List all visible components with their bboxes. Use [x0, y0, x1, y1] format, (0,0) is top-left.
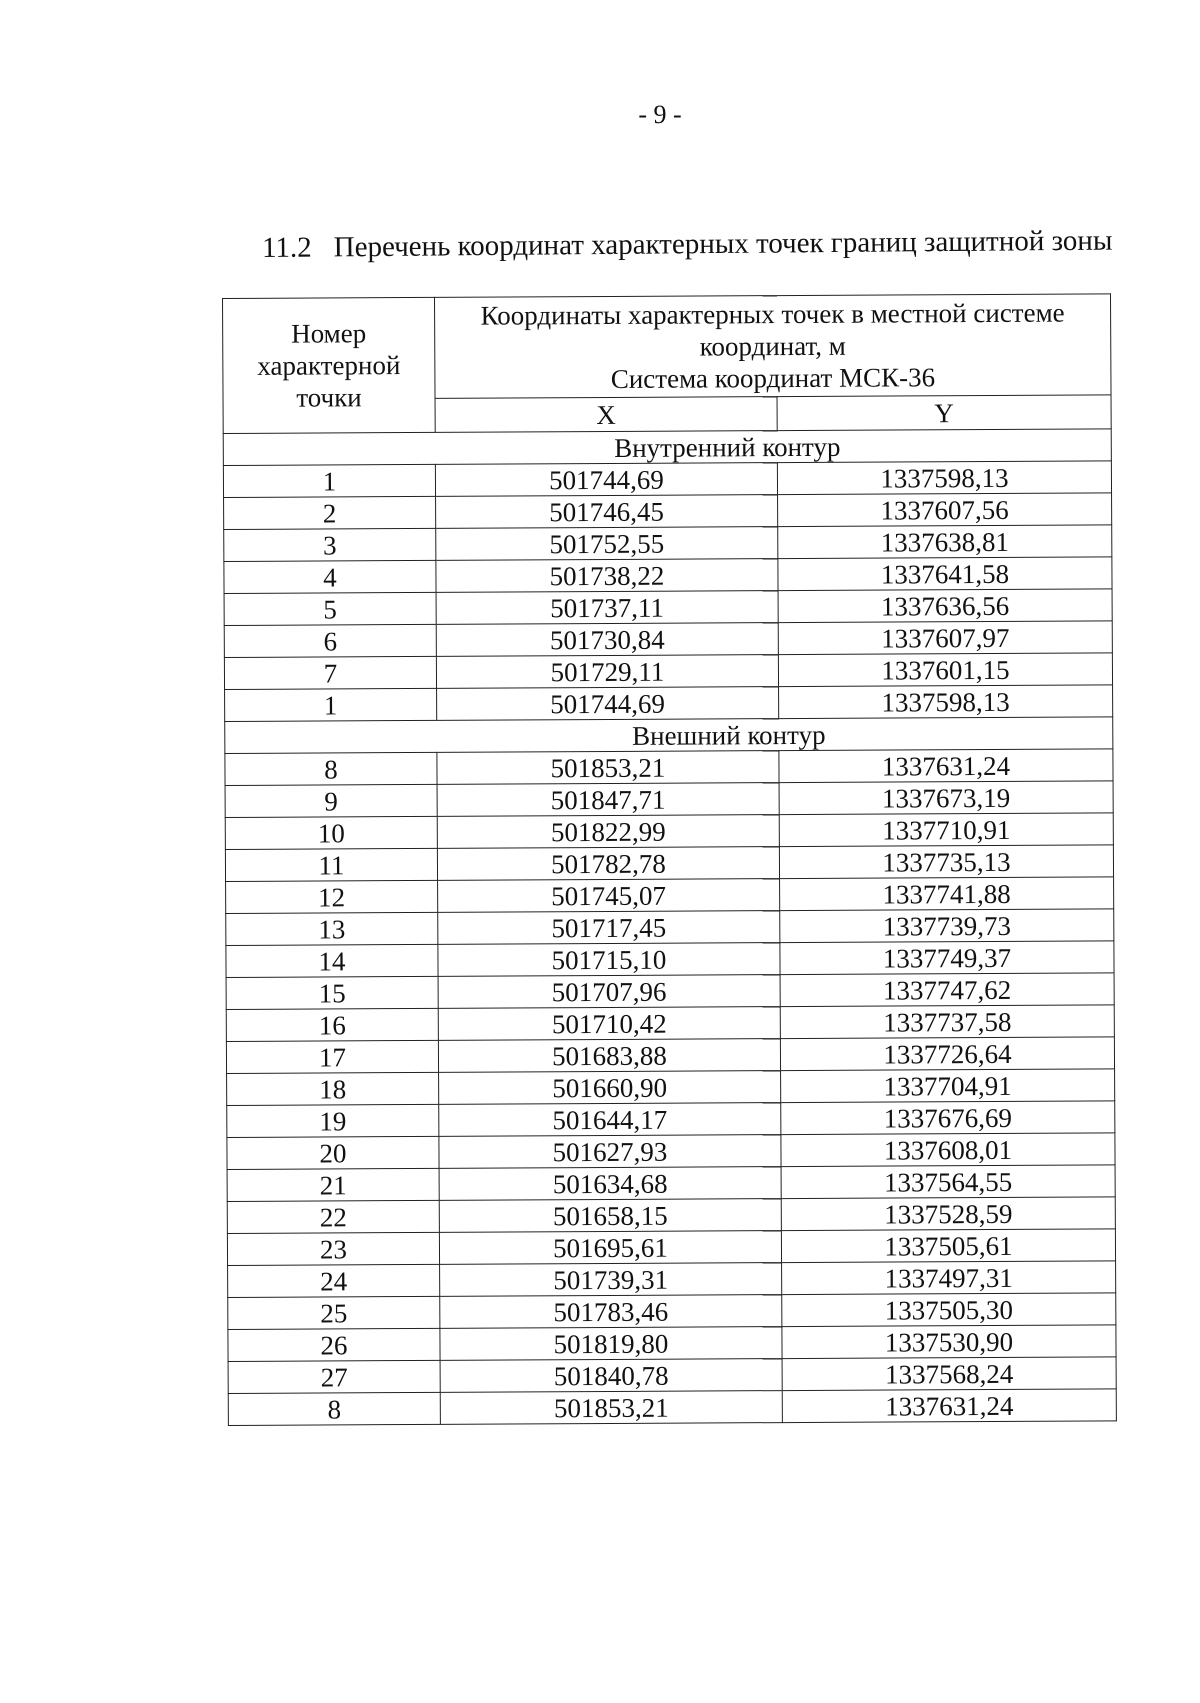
y-coordinate-cell: 1337497,31 [782, 1261, 1116, 1295]
header-point-number: Номер характерной точки [223, 297, 436, 433]
x-coordinate-cell: 501744,69 [437, 687, 779, 721]
point-number-cell: 13 [226, 912, 438, 945]
point-number-cell: 24 [228, 1264, 440, 1297]
point-number-cell: 17 [226, 1040, 438, 1073]
x-coordinate-cell: 501819,80 [440, 1327, 782, 1361]
point-number-cell: 26 [228, 1328, 440, 1361]
y-coordinate-cell: 1337704,91 [781, 1069, 1115, 1103]
table-row [228, 1389, 1116, 1426]
x-coordinate-cell: 501695,61 [439, 1231, 781, 1265]
table-row [226, 941, 1114, 978]
point-number-cell: 5 [224, 592, 436, 625]
y-coordinate-cell: 1337598,13 [779, 685, 1113, 719]
table-row [226, 1005, 1114, 1042]
x-coordinate-cell: 501739,31 [440, 1263, 782, 1297]
x-coordinate-cell: 501730,84 [436, 623, 778, 657]
point-number-cell: 14 [226, 944, 438, 977]
table-row [227, 1229, 1115, 1266]
coordinates-table [222, 293, 1117, 1426]
y-coordinate-cell: 1337528,59 [781, 1197, 1115, 1231]
x-coordinate-cell: 501634,68 [439, 1167, 781, 1201]
x-coordinate-cell: 501644,17 [439, 1103, 781, 1137]
table-row [228, 1293, 1116, 1330]
point-number-cell: 1 [223, 464, 435, 497]
table-row [225, 845, 1113, 882]
point-number-cell: 3 [224, 528, 436, 561]
x-coordinate-cell: 501660,90 [439, 1071, 781, 1105]
contour-group-label: Внешний контур [631, 719, 826, 751]
table-row [227, 1101, 1115, 1138]
point-number-cell: 11 [225, 848, 437, 881]
coordinates-table-container [222, 293, 1116, 1426]
x-coordinate-cell: 501715,10 [438, 943, 780, 977]
table-row [224, 557, 1112, 594]
y-coordinate-cell: 1337749,37 [780, 941, 1114, 975]
y-coordinate-cell: 1337631,24 [782, 1389, 1116, 1423]
contour-group-cell [223, 429, 1111, 466]
point-number-cell: 23 [227, 1232, 439, 1265]
point-number-cell: 16 [226, 1008, 438, 1041]
table-row [224, 525, 1112, 562]
table-row [223, 461, 1111, 498]
point-number-cell: 8 [228, 1392, 440, 1425]
x-coordinate-cell: 501710,42 [438, 1007, 780, 1041]
x-coordinate-cell: 501683,88 [438, 1039, 780, 1073]
point-number-cell: 15 [226, 976, 438, 1009]
point-number-cell: 6 [224, 624, 436, 657]
y-coordinate-cell: 1337739,73 [780, 909, 1114, 943]
x-coordinate-cell: 501752,55 [436, 527, 778, 561]
table-row [225, 685, 1113, 722]
y-coordinate-cell: 1337676,69 [781, 1101, 1115, 1135]
header-coords-line3: Система координат МСК-36 [610, 362, 936, 395]
y-coordinate-cell: 1337607,97 [778, 621, 1112, 655]
table-row [228, 1261, 1116, 1298]
y-coordinate-cell: 1337710,91 [779, 813, 1113, 847]
table-row [228, 1357, 1116, 1394]
y-coordinate-cell: 1337505,30 [782, 1293, 1116, 1327]
point-number-cell: 18 [227, 1072, 439, 1105]
table-row [226, 973, 1114, 1010]
x-coordinate-cell: 501853,21 [440, 1391, 782, 1425]
x-coordinate-cell: 501744,69 [435, 463, 777, 497]
point-number-cell: 4 [224, 560, 436, 593]
y-coordinate-cell: 1337505,61 [781, 1229, 1115, 1263]
y-coordinate-cell: 1337741,88 [780, 877, 1114, 911]
table-row [226, 909, 1114, 946]
header-coordinates [434, 294, 1111, 399]
x-coordinate-cell: 501853,21 [437, 751, 779, 785]
table-body [223, 429, 1116, 1426]
table-row [227, 1165, 1115, 1202]
table-row [227, 1069, 1115, 1106]
x-coordinate-cell: 501717,45 [438, 911, 780, 945]
section-title-text: Перечень координат характерных точек границ защитной зоны [333, 224, 1113, 264]
table-row [225, 813, 1113, 850]
x-coordinate-cell: 501847,71 [437, 783, 779, 817]
y-coordinate-cell: 1337747,62 [780, 973, 1114, 1007]
y-coordinate-cell: 1337598,13 [777, 461, 1111, 495]
y-coordinate-cell: 1337735,13 [779, 845, 1113, 879]
point-number-cell: 21 [227, 1168, 439, 1201]
table-row [227, 1133, 1115, 1170]
point-number-cell: 2 [224, 496, 436, 529]
table-row [224, 653, 1112, 690]
x-coordinate-cell: 501627,93 [439, 1135, 781, 1169]
y-coordinate-cell: 1337638,81 [778, 525, 1112, 559]
table-row [224, 493, 1112, 530]
y-coordinate-cell: 1337636,56 [778, 589, 1112, 623]
table-row [225, 749, 1113, 786]
point-number-cell: 22 [227, 1200, 439, 1233]
point-number-cell: 10 [225, 816, 437, 849]
point-number-cell: 25 [228, 1296, 440, 1329]
y-coordinate-cell: 1337641,58 [778, 557, 1112, 591]
x-coordinate-cell: 501707,96 [438, 975, 780, 1009]
x-coordinate-cell: 501658,15 [439, 1199, 781, 1233]
y-coordinate-cell: 1337530,90 [782, 1325, 1116, 1359]
y-coordinate-cell: 1337607,56 [778, 493, 1112, 527]
x-coordinate-cell: 501782,78 [437, 847, 779, 881]
contour-group-row [223, 429, 1111, 466]
header-y: Y [777, 395, 1111, 430]
point-number-cell: 20 [227, 1136, 439, 1169]
page-number: - 9 - [638, 100, 682, 129]
table-row [224, 621, 1112, 658]
x-coordinate-cell: 501729,11 [436, 655, 778, 689]
header-x: X [435, 397, 777, 433]
x-coordinate-cell: 501737,11 [436, 591, 778, 625]
contour-group-row [225, 717, 1113, 754]
header-coords-line1: Координаты характерных точек в местной системе [480, 297, 1065, 331]
x-coordinate-cell: 501783,46 [440, 1295, 782, 1329]
y-coordinate-cell: 1337564,55 [781, 1165, 1115, 1199]
x-coordinate-cell: 501822,99 [437, 815, 779, 849]
x-coordinate-cell: 501738,22 [436, 559, 778, 593]
table-header [223, 294, 1112, 434]
section-number: 11.2 [261, 231, 312, 264]
section-title [262, 225, 1113, 265]
contour-group-cell [225, 717, 1113, 754]
y-coordinate-cell: 1337737,58 [780, 1005, 1114, 1039]
header-coords-line2: координат, м [699, 330, 846, 362]
table-row [227, 1197, 1115, 1234]
x-coordinate-cell: 501746,45 [436, 495, 778, 529]
y-coordinate-cell: 1337608,01 [781, 1133, 1115, 1167]
point-number-cell: 8 [225, 752, 437, 785]
y-coordinate-cell: 1337631,24 [779, 749, 1113, 783]
table-row [224, 589, 1112, 626]
y-coordinate-cell: 1337726,64 [780, 1037, 1114, 1071]
point-number-cell: 19 [227, 1104, 439, 1137]
point-number-cell: 7 [224, 656, 436, 689]
table-row [228, 1325, 1116, 1362]
table-row [226, 1037, 1114, 1074]
y-coordinate-cell: 1337601,15 [778, 653, 1112, 687]
point-number-cell: 9 [225, 784, 437, 817]
table-row [225, 781, 1113, 818]
point-number-cell: 12 [226, 880, 438, 913]
point-number-cell: 1 [225, 688, 437, 721]
y-coordinate-cell: 1337568,24 [782, 1357, 1116, 1391]
point-number-cell: 27 [228, 1360, 440, 1393]
y-coordinate-cell: 1337673,19 [779, 781, 1113, 815]
contour-group-label: Внутренний контур [614, 431, 841, 463]
table-row [226, 877, 1114, 914]
x-coordinate-cell: 501840,78 [440, 1359, 782, 1393]
x-coordinate-cell: 501745,07 [438, 879, 780, 913]
